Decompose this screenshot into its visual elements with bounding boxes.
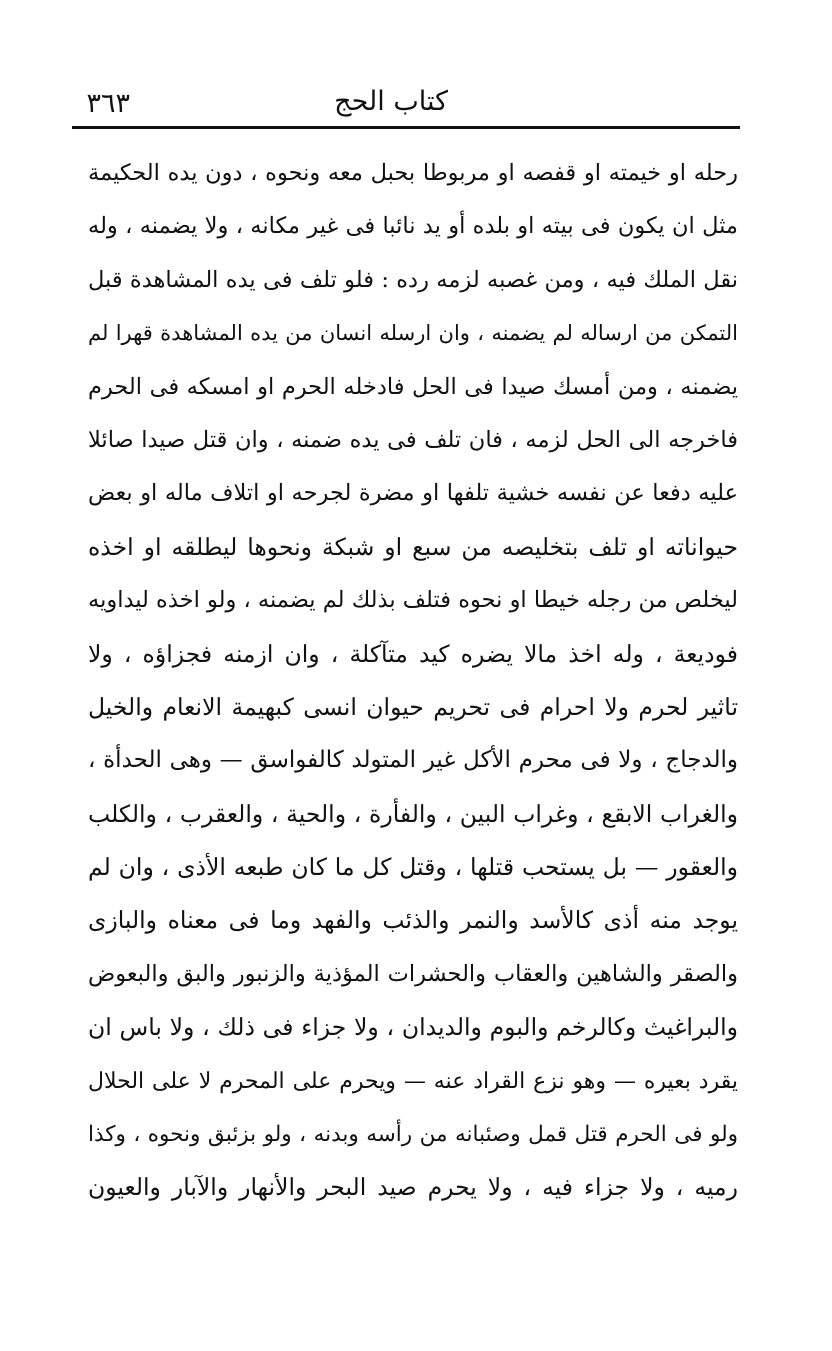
text-line: رحله او خيمته او قفصه او مربوطا بحبل معه ونحوه ، دون يده الحكيمة [88, 160, 738, 186]
text-line: فوديعة ، وله اخذ مالا يضره كيد متآكلة ، وان ازمنه فجزاؤه ، ولا [88, 639, 738, 668]
text-line: والبراغيث وكالرخم والبوم والديدان ، ولا جزاء فى ذلك ، ولا باس ان [88, 1013, 738, 1042]
text-line: تاثير لحرم ولا احرام فى تحريم حيوان انسى كبهيمة الانعام والخيل [88, 692, 738, 721]
text-line: مثل ان يكون فى بيته او بلده أو يد نائبا فى غير مكانه ، ولا يضمنه ، وله [88, 213, 738, 240]
page-header [72, 78, 740, 126]
text-line: والصقر والشاهين والعقاب والحشرات المؤذية والزنبور والبق والبعوض [88, 960, 738, 987]
body-text [88, 147, 738, 1215]
text-line: يقرد بعيره — وهو نزع القراد عنه — ويحرم على المحرم لا على الحلال [88, 1068, 738, 1094]
text-line: يضمنه ، ومن أمسك صيدا فى الحل فادخله الحرم او امسكه فى الحرم [88, 373, 738, 400]
page-number: ٣٦٣ [86, 88, 130, 119]
text-line: والغراب الابقع ، وغراب البين ، والفأرة ، والحية ، والعقرب ، والكلب [88, 799, 738, 828]
text-line: ليخلص من رجله خيطا او نحوه فتلف بذلك لم يضمنه ، ولو اخذه ليداويه [88, 587, 738, 614]
text-line: رميه ، ولا جزاء فيه ، ولا يحرم صيد البحر والأنهار والآبار والعيون [88, 1173, 738, 1202]
text-line: حيواناته او تلف بتخليصه من سبع او شبكة ونحوها ليطلقه او اخذه [88, 532, 738, 561]
page-title: كتاب الحج [334, 86, 448, 117]
text-line: نقل الملك فيه ، ومن غصبه لزمه رده : فلو تلف فى يده المشاهدة قبل [88, 266, 738, 293]
text-line: ولو فى الحرم قتل قمل وصئبانه من رأسه وبدنه ، ولو بزئبق ونحوه ، وكذا [88, 1122, 738, 1148]
header-divider [72, 126, 740, 129]
text-line: عليه دفعا عن نفسه خشية تلفها او مضرة لجرحه او اتلاف ماله او بعض [88, 480, 738, 507]
text-line: فاخرجه الى الحل لزمه ، فان تلف فى يده ضمنه ، وان قتل صيدا صائلا [88, 426, 738, 453]
text-line: والعقور — بل يستحب قتلها ، وقتل كل ما كان طبعه الأذى ، وان لم [88, 853, 738, 882]
text-line: يوجد منه أذى كالأسد والنمر والذئب والفهد وما فى معناه والبازى [88, 906, 738, 935]
text-line: التمكن من ارساله لم يضمنه ، وان ارسله انسان من يده المشاهدة قهرا لم [88, 321, 738, 346]
text-line: والدجاج ، ولا فى محرم الأكل غير المتولد كالفواسق — وهى الحدأة ، [88, 747, 738, 774]
